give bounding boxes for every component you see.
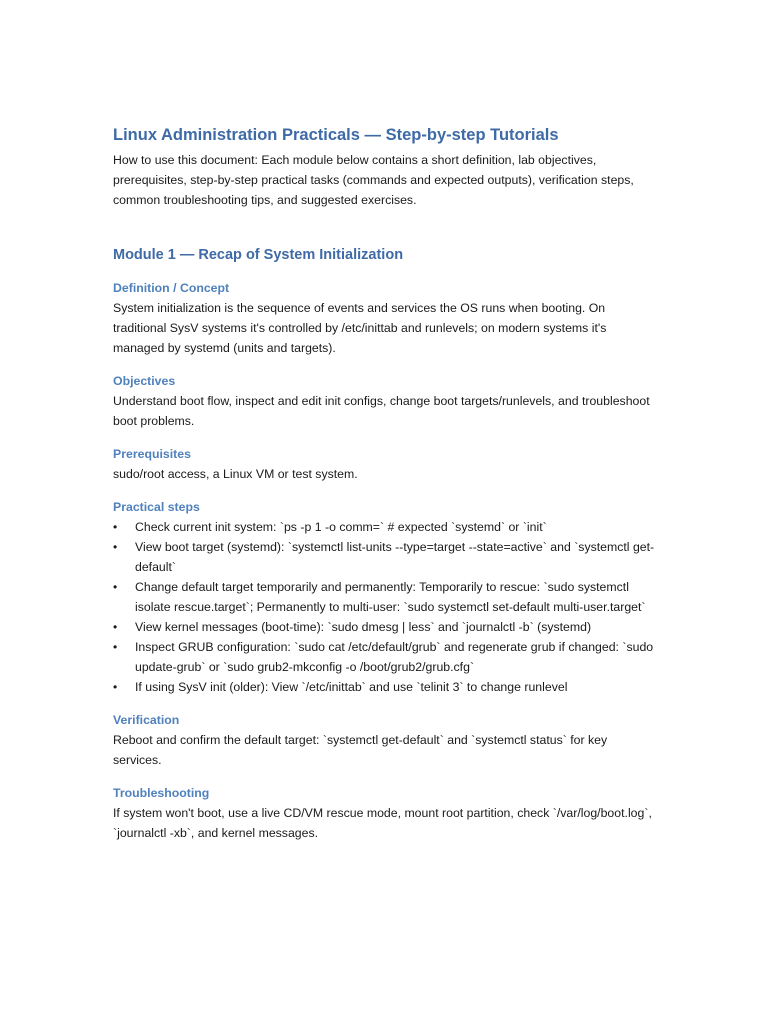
bullet-icon: •: [113, 680, 118, 694]
list-item: [113, 577, 658, 617]
prerequisites-text: sudo/root access, a Linux VM or test system.: [113, 467, 358, 481]
definition-text: System initialization is the sequence of events and services the OS runs when booting. On traditional SysV systems it's controlled by /etc/inittab and runlevels; on modern systems it's managed by systemd (units and targets).: [113, 301, 607, 355]
list-item: [113, 617, 658, 637]
practical-steps-list: [113, 517, 658, 697]
troubleshooting-text: If system won't boot, use a live CD/VM rescue mode, mount root partition, check `/var/log/boot.log`, `journalctl -xb`, and kernel messages.: [113, 806, 652, 840]
bullet-icon: •: [113, 580, 118, 594]
step-text: Change default target temporarily and permanently: Temporarily to rescue: `sudo systemctl isolate rescue.target`; Permanently to multi-user: `sudo systemctl set-default multi-user.target`: [135, 580, 646, 614]
list-item: [113, 517, 658, 537]
bullet-icon: •: [113, 520, 118, 534]
module-title: Module 1 — Recap of System Initialization: [113, 247, 404, 263]
practical-steps-heading: Practical steps: [113, 500, 200, 514]
verification-section: [113, 710, 658, 770]
step-text: Inspect GRUB configuration: `sudo cat /etc/default/grub` and regenerate grub if changed: `sudo update-grub` or `sudo grub2-mkconfig -o /boot/grub2/grub.cfg`: [135, 640, 654, 674]
prerequisites-heading: Prerequisites: [113, 447, 191, 461]
step-text: If using SysV init (older): View `/etc/inittab` and use `telinit 3` to change runlevel: [135, 680, 568, 694]
bullet-icon: •: [113, 640, 118, 654]
bullet-icon: •: [113, 620, 118, 634]
document-intro: How to use this document: Each module below contains a short definition, lab objectives, prerequisites, step-by-step practical tasks (commands and expected outputs), verification steps, common troubleshooting tips, and suggested exercises.: [113, 153, 634, 207]
objectives-section: [113, 371, 658, 431]
step-text: View boot target (systemd): `systemctl list-units --type=target --state=active` and `systemctl get-default`: [135, 540, 655, 574]
document-page: [113, 124, 658, 856]
step-text: View kernel messages (boot-time): `sudo dmesg | less` and `journalctl -b` (systemd): [135, 620, 592, 634]
bullet-icon: •: [113, 540, 118, 554]
list-item: [113, 637, 658, 677]
troubleshooting-heading: Troubleshooting: [113, 786, 210, 800]
practical-steps-section: [113, 497, 658, 697]
verification-text: Reboot and confirm the default target: `systemctl get-default` and `systemctl status` for key services.: [113, 733, 608, 767]
troubleshooting-section: [113, 783, 658, 843]
objectives-heading: Objectives: [113, 374, 176, 388]
list-item: [113, 537, 658, 577]
definition-heading: Definition / Concept: [113, 281, 230, 295]
definition-section: [113, 278, 658, 358]
step-text: Check current init system: `ps -p 1 -o comm=` # expected `systemd` or `init`: [135, 520, 547, 534]
verification-heading: Verification: [113, 713, 180, 727]
prerequisites-section: [113, 444, 658, 484]
list-item: [113, 677, 658, 697]
document-title: Linux Administration Practicals — Step-by-step Tutorials: [113, 126, 559, 144]
objectives-text: Understand boot flow, inspect and edit init configs, change boot targets/runlevels, and troubleshoot boot problems.: [113, 394, 650, 428]
